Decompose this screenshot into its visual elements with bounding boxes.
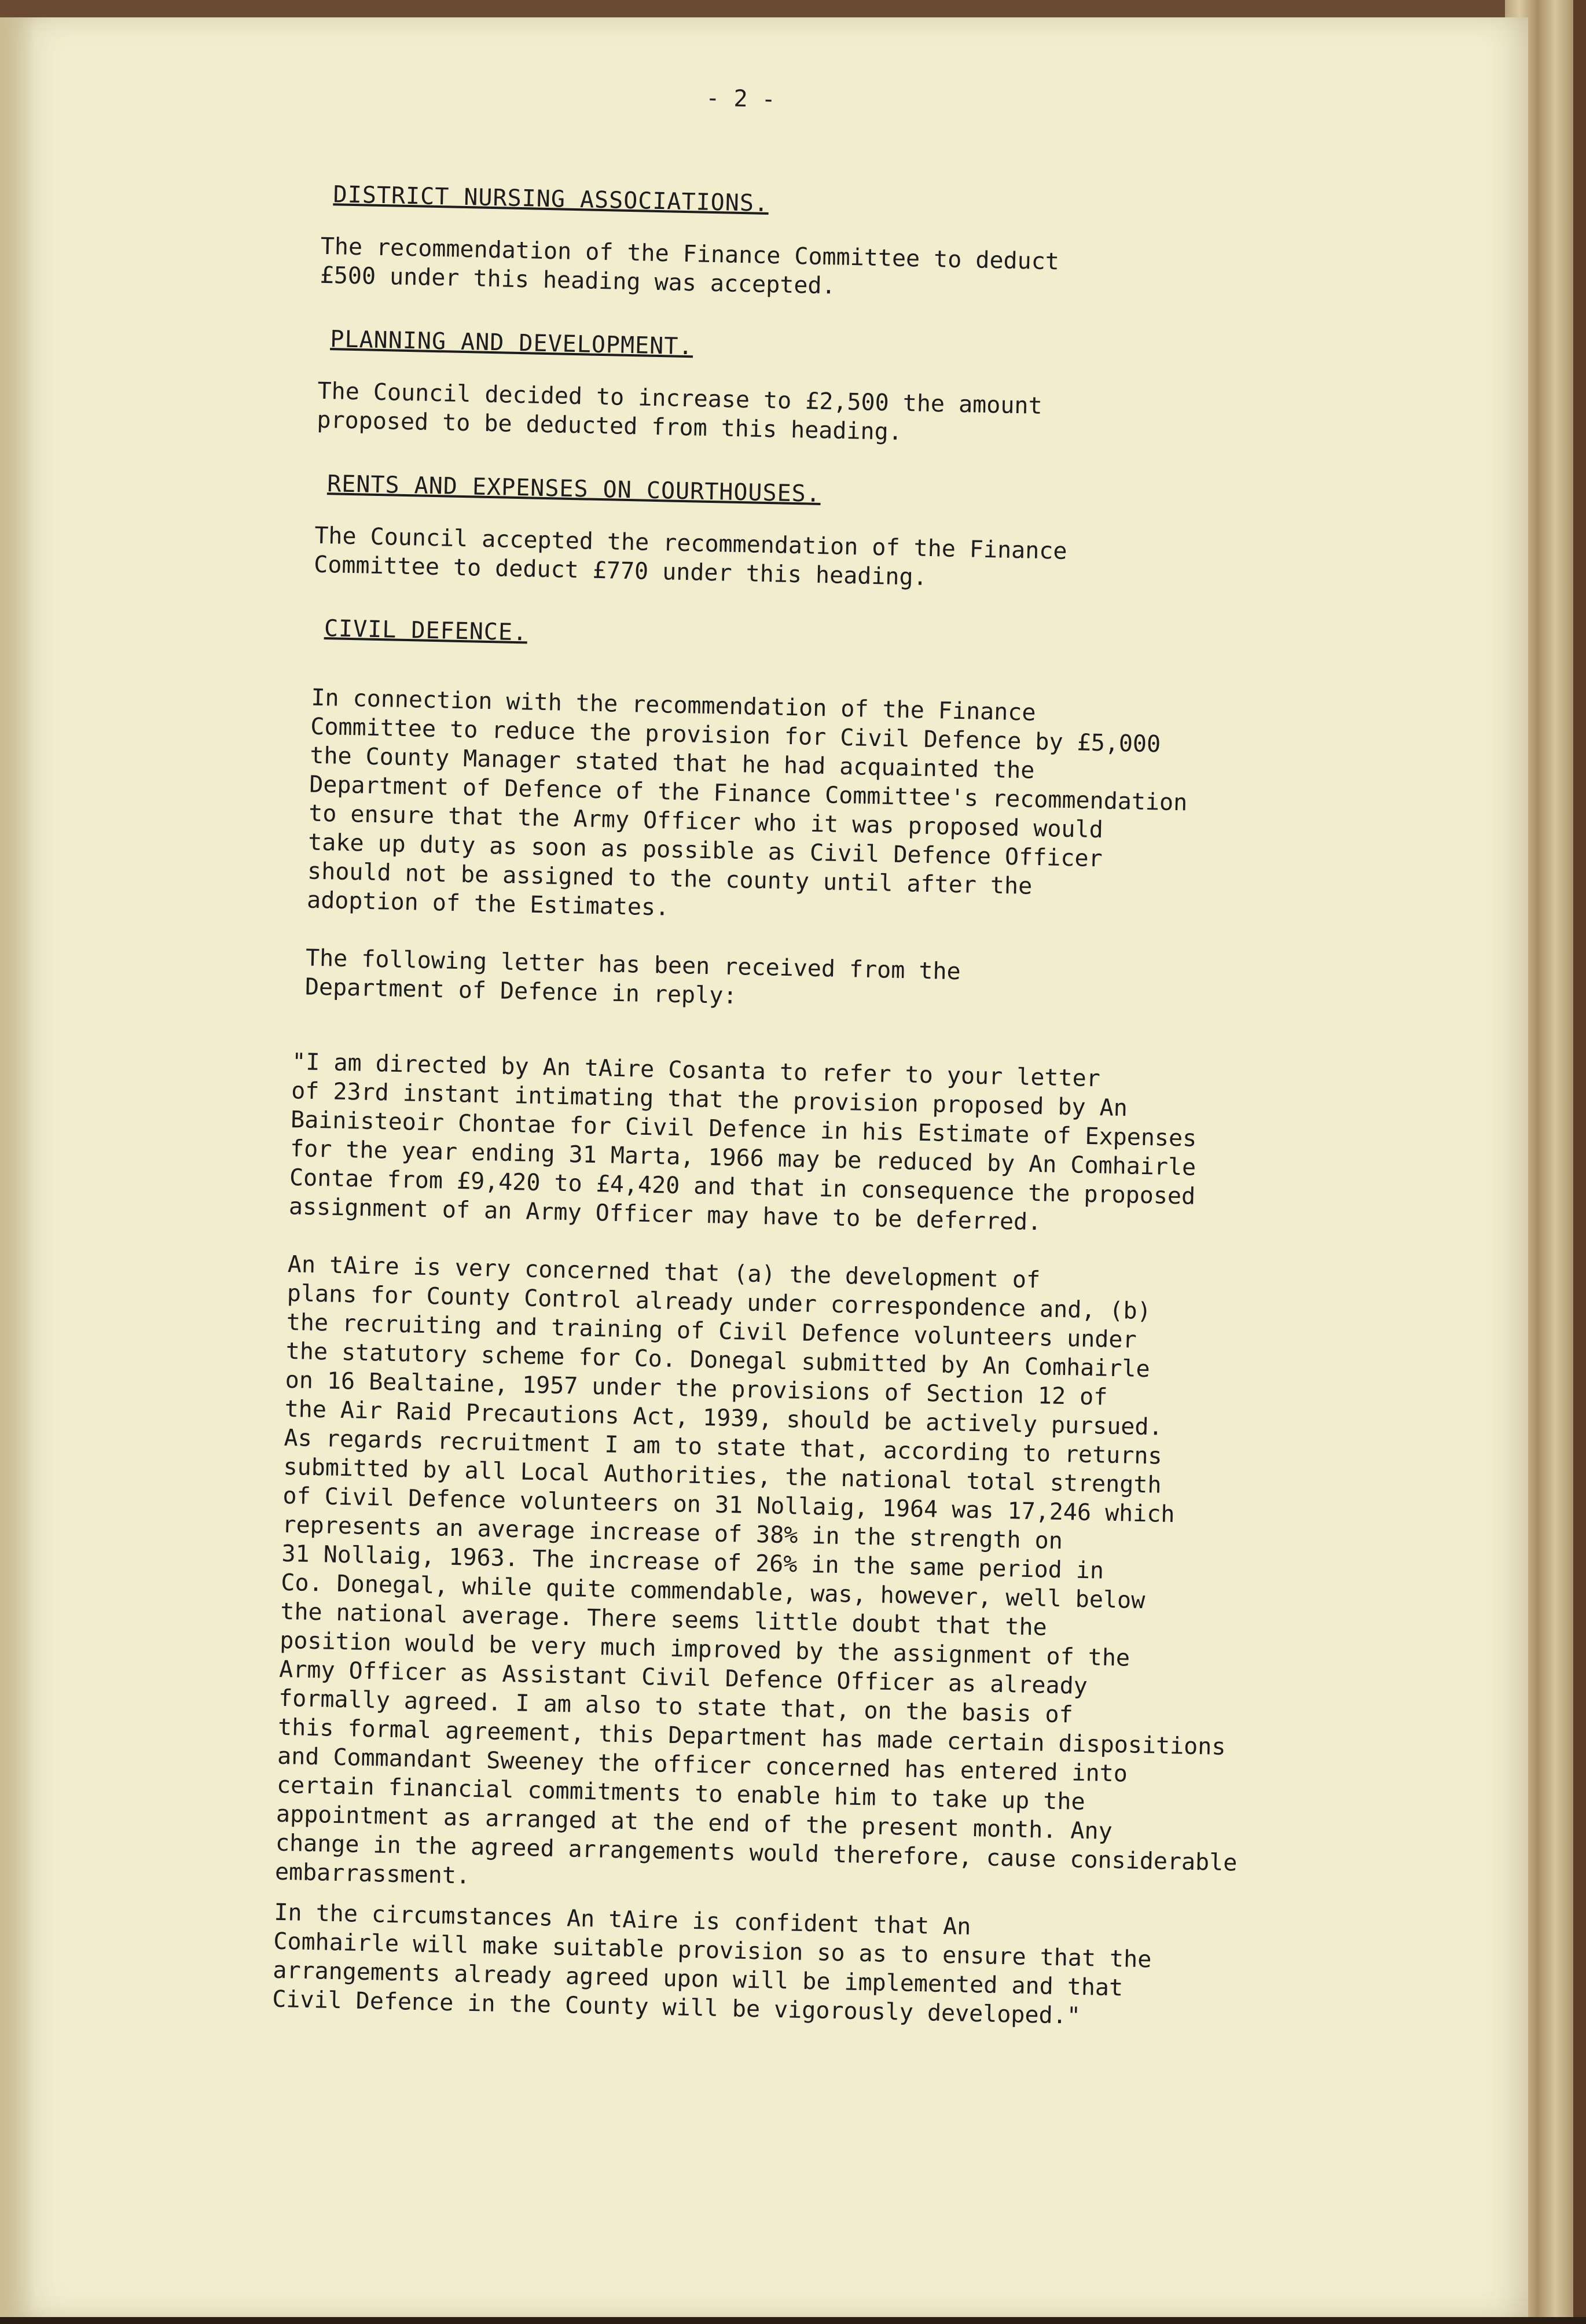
heading-rents: RENTS AND EXPENSES ON COURTHOUSES.	[326, 470, 821, 508]
letter-paragraph-3: In the circumstances An tAire is confident that An Comhairle will make suitable provision so as to ensure that the arrangements already agreed upon will be implemented and that Civil Defence in the County will be vigorously developed."	[271, 1899, 1152, 2029]
heading-civil-defence: CIVIL DEFENCE.	[324, 615, 528, 646]
letter-paragraph-1: "I am directed by An tAire Cosanta to refer to your letter of 23rd instant intimating that the provision proposed by An Bainisteoir Chontae for Civil Defence in his Estimate of Expenses for the year ending 31 Marta, 1966 may be reduced by An Comhairle Contae from £9,420 to £4,420 and that in consequence the proposed assignment of an Army Officer may have to be deferred.	[288, 1049, 1197, 1236]
heading-planning: PLANNING AND DEVELOPMENT.	[329, 326, 693, 361]
page-gutter-shadow	[0, 17, 35, 2318]
paragraph-civil-defence: In connection with the recommendation of the Finance Committee to reduce the provision for Civil Defence by £5,000 the County Manager stated that he had acquainted the Department of Defence of the Finance Committee's recommendation to ensure that the Army Officer who it was proposed would take up duty as soon as possible as Civil Defence Officer should not be assigned to the county until after the adoption of the Estimates.	[306, 684, 1188, 921]
paragraph-district-nursing: The recommendation of the Finance Committee to deduct £500 under this heading was accepted.	[320, 233, 1060, 300]
paragraph-planning: The Council decided to increase to £2,500 the amount proposed to be deducted from this heading.	[317, 377, 1043, 446]
heading-district-nursing: DISTRICT NURSING ASSOCIATIONS.	[333, 181, 769, 217]
page-number: - 2 -	[705, 84, 776, 113]
letter-paragraph-2: An tAire is very concerned that (a) the development of plans for County Control already under correspondence and, (b) the recruiting and training of Civil Defence volunteers under the statutory scheme for Co. Donegal submitted by An Comhairle on 16 Bealtaine, 1957 under the provisions of Section 12 of the Air Raid Precautions Act, 1939, should be actively pursued. As regards recruitment I am to state that, according to returns submitted by all Local Authorities, the national total strength of Civil Defence volunteers on 31 Nollaig, 1964 was 17,246 which represents an average increase of 38% in the strength on 31 Nollaig, 1963. The increase of 26% in the same period in Co. Donegal, while quite commendable, was, however, well below the national average. There seems little doubt that the position would be very much improved by the assignment of the Army Officer as Assistant Civil Defence Officer as already formally agreed. I am also to state that, on the basis of this formal agreement, this Department has made certain dispositions and Commandant Sweeney the officer concerned has entered into certain financial commitments to enable him to take up the appointment as arranged at the end of the present month. Any change in the agreed arrangements would therefore, cause considerable embarrassment.	[274, 1251, 1238, 1889]
paragraph-letter-intro: The following letter has been received from the Department of Defence in reply:	[304, 944, 961, 1010]
paragraph-rents: The Council accepted the recommendation of the Finance Committee to deduct £770 under this heading.	[313, 522, 1067, 591]
book-spine	[1573, 0, 1586, 2324]
bottom-edge	[0, 2317, 1586, 2324]
